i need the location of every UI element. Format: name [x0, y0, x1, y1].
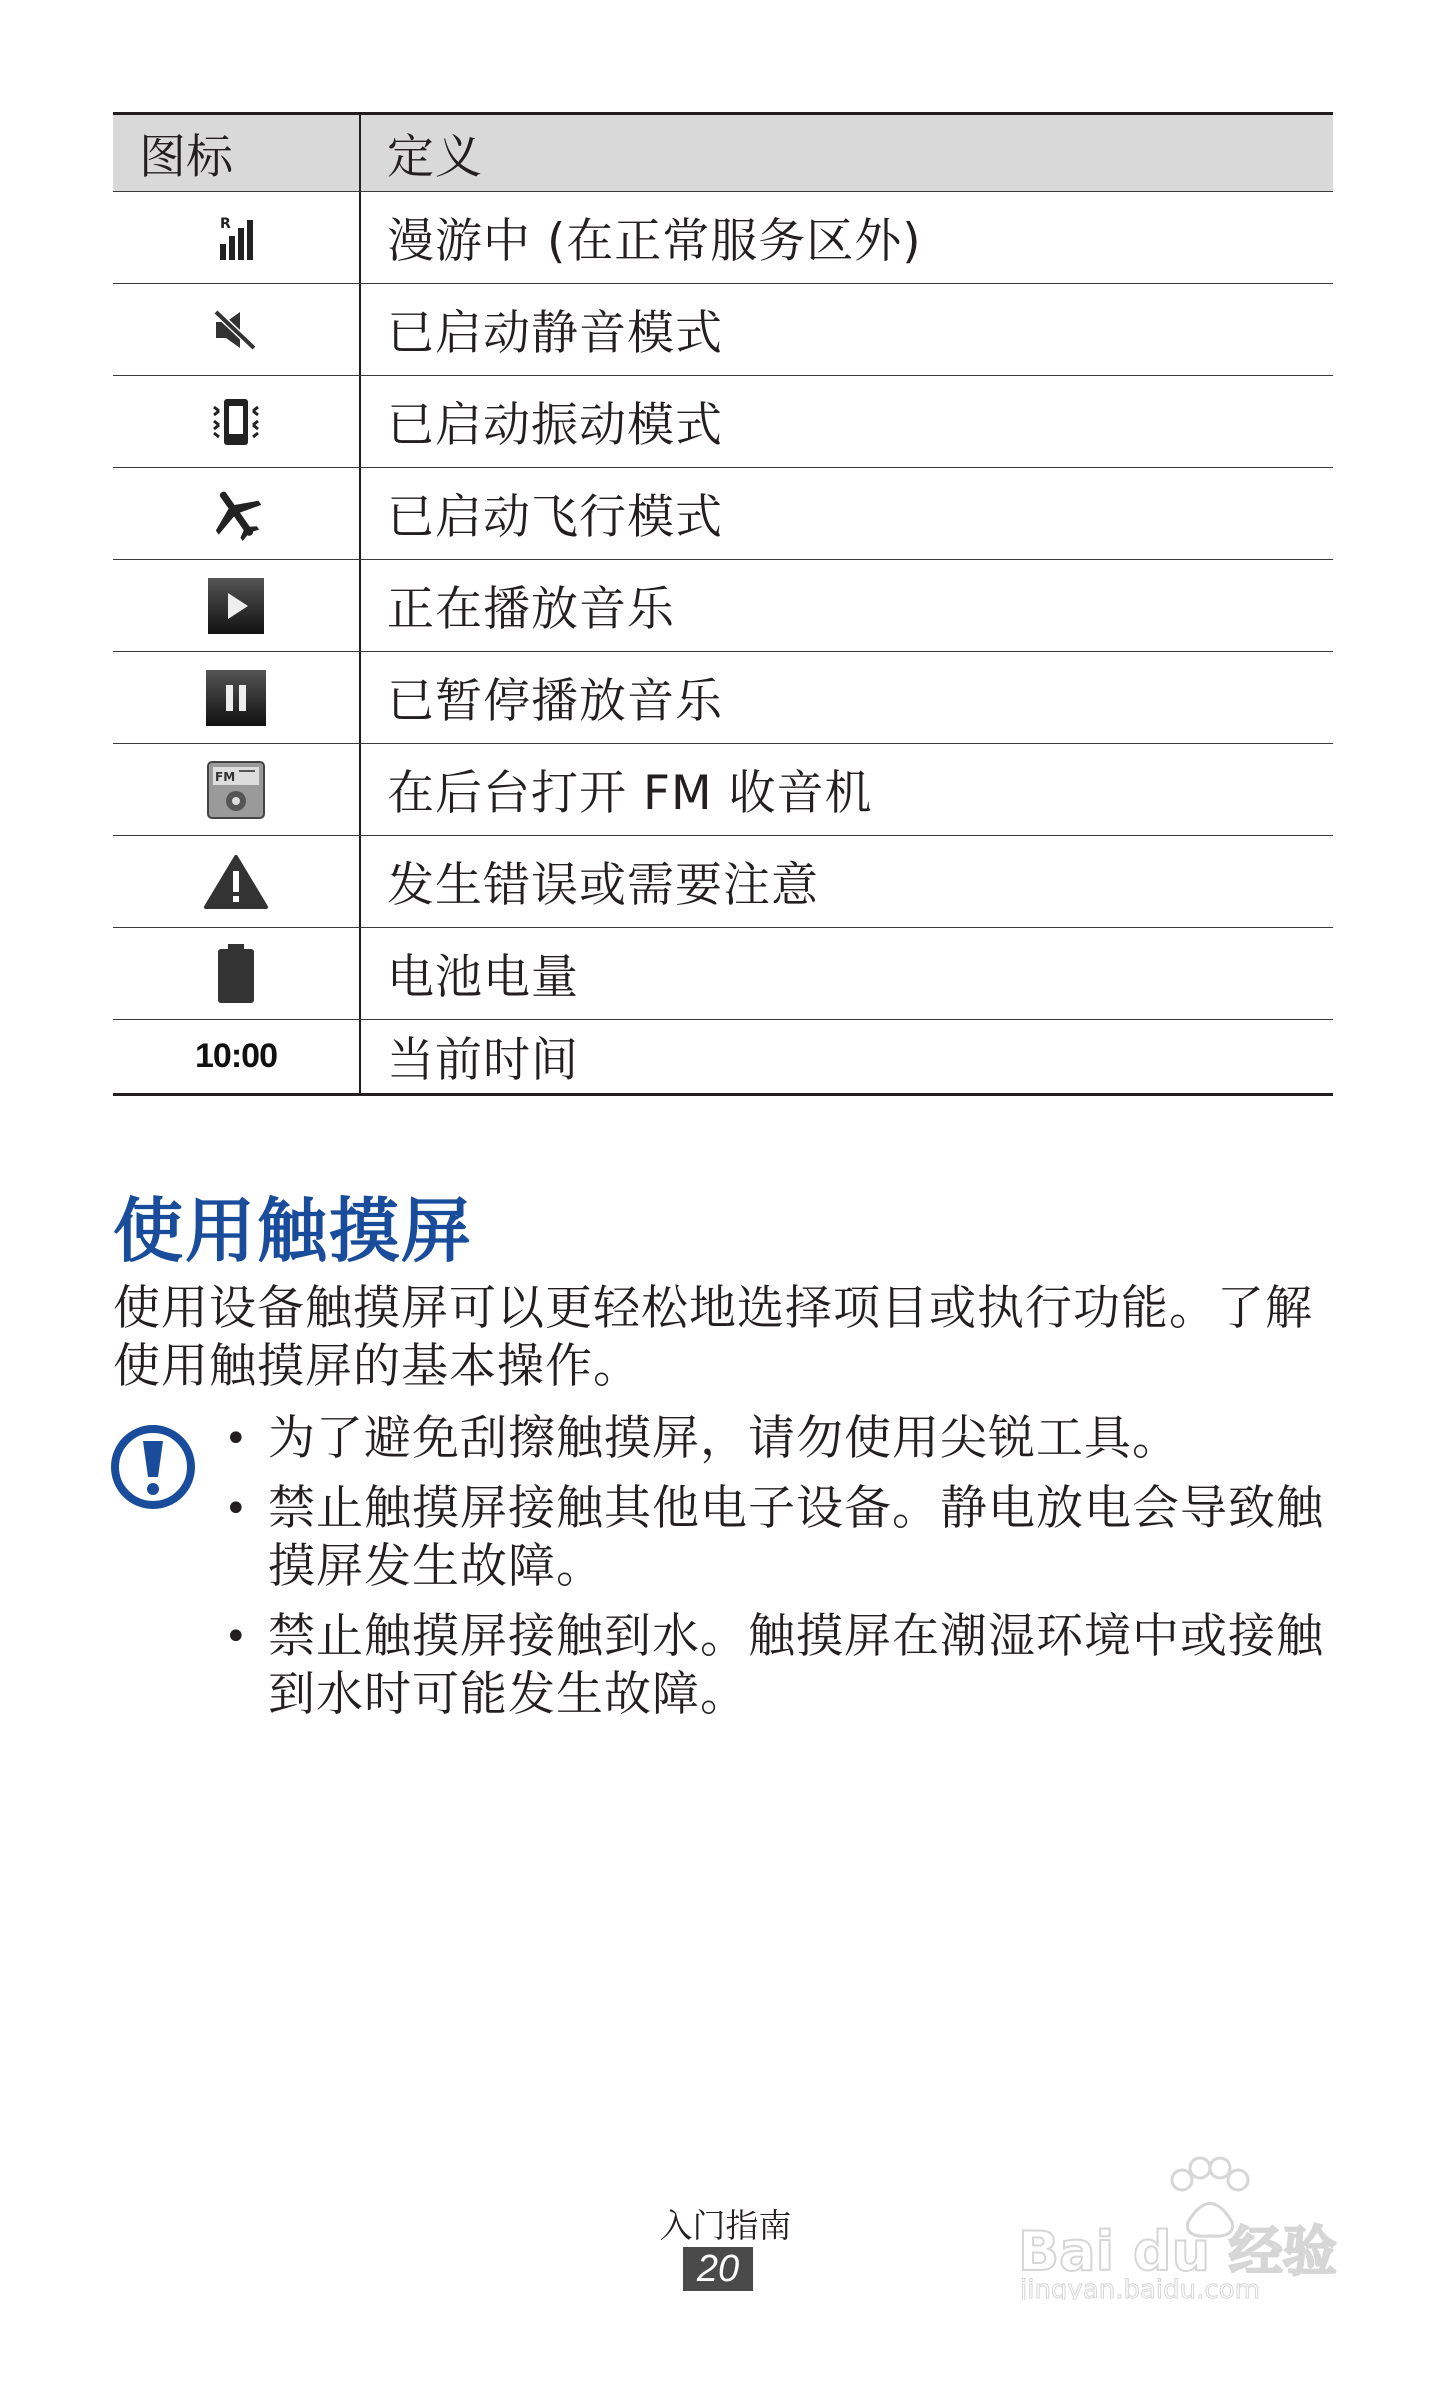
table-row	[113, 927, 1333, 1019]
table-row	[113, 375, 1333, 467]
caution-notes	[222, 1410, 1332, 1736]
section-title: 使用触摸屏	[113, 1190, 473, 1272]
table-row	[113, 283, 1333, 375]
definition-text: 漫游中 (在正常服务区外)	[387, 214, 922, 269]
definition-text: 发生错误或需要注意	[387, 858, 819, 913]
page-number: 20	[683, 2247, 753, 2291]
table-row	[113, 651, 1333, 743]
vibrate-icon	[210, 397, 262, 447]
definition-text: 当前时间	[387, 1033, 579, 1088]
roaming-signal-icon	[214, 214, 258, 262]
note-item: • 禁止触摸屏接触到水。触摸屏在潮湿环境中或接触到水时可能发生故障。	[222, 1608, 1332, 1724]
pause-icon	[206, 670, 266, 726]
definition-text: 已启动飞行模式	[387, 490, 723, 545]
table-row	[113, 1019, 1333, 1093]
battery-icon	[216, 944, 256, 1004]
current-time-text: 10:00	[195, 1037, 277, 1075]
definition-text: 已启动静音模式	[387, 306, 723, 361]
definition-text: 已启动振动模式	[387, 398, 723, 453]
table-row	[113, 559, 1333, 651]
table-row	[113, 835, 1333, 927]
watermark-brand-text: Bai du 经验	[1018, 2220, 1337, 2283]
table-row	[113, 467, 1333, 559]
definition-text: 正在播放音乐	[387, 582, 675, 637]
play-icon	[208, 578, 264, 634]
note-item: • 为了避免刮擦触摸屏，请勿使用尖锐工具。	[222, 1410, 1332, 1468]
svg-text:R: R	[220, 215, 231, 232]
icon-definition-table	[113, 112, 1333, 1096]
table-row	[113, 743, 1333, 835]
definition-text: 已暂停播放音乐	[387, 674, 723, 729]
caution-icon	[110, 1424, 196, 1514]
footer-section-label: 入门指南	[659, 2206, 792, 2245]
baidu-watermark-logo	[1010, 2130, 1350, 2304]
warning-icon	[203, 854, 269, 910]
watermark-url-text: jingyan.baidu.com	[1020, 2275, 1260, 2300]
fm-radio-icon	[207, 761, 265, 819]
svg-text:FM: FM	[215, 769, 236, 784]
note-item: • 禁止触摸屏接触其他电子设备。静电放电会导致触摸屏发生故障。	[222, 1480, 1332, 1596]
table-row	[113, 191, 1333, 283]
table-header-row	[113, 115, 1333, 191]
definition-text: 在后台打开 FM 收音机	[387, 766, 873, 821]
header-definition-column: 定义	[387, 129, 483, 185]
definition-text: 电池电量	[387, 950, 579, 1005]
airplane-icon	[206, 486, 266, 542]
mute-icon	[212, 308, 260, 352]
header-icon-column: 图标	[113, 115, 361, 191]
section-intro: 使用设备触摸屏可以更轻松地选择项目或执行功能。了解使用触摸屏的基本操作。	[113, 1281, 1313, 1394]
